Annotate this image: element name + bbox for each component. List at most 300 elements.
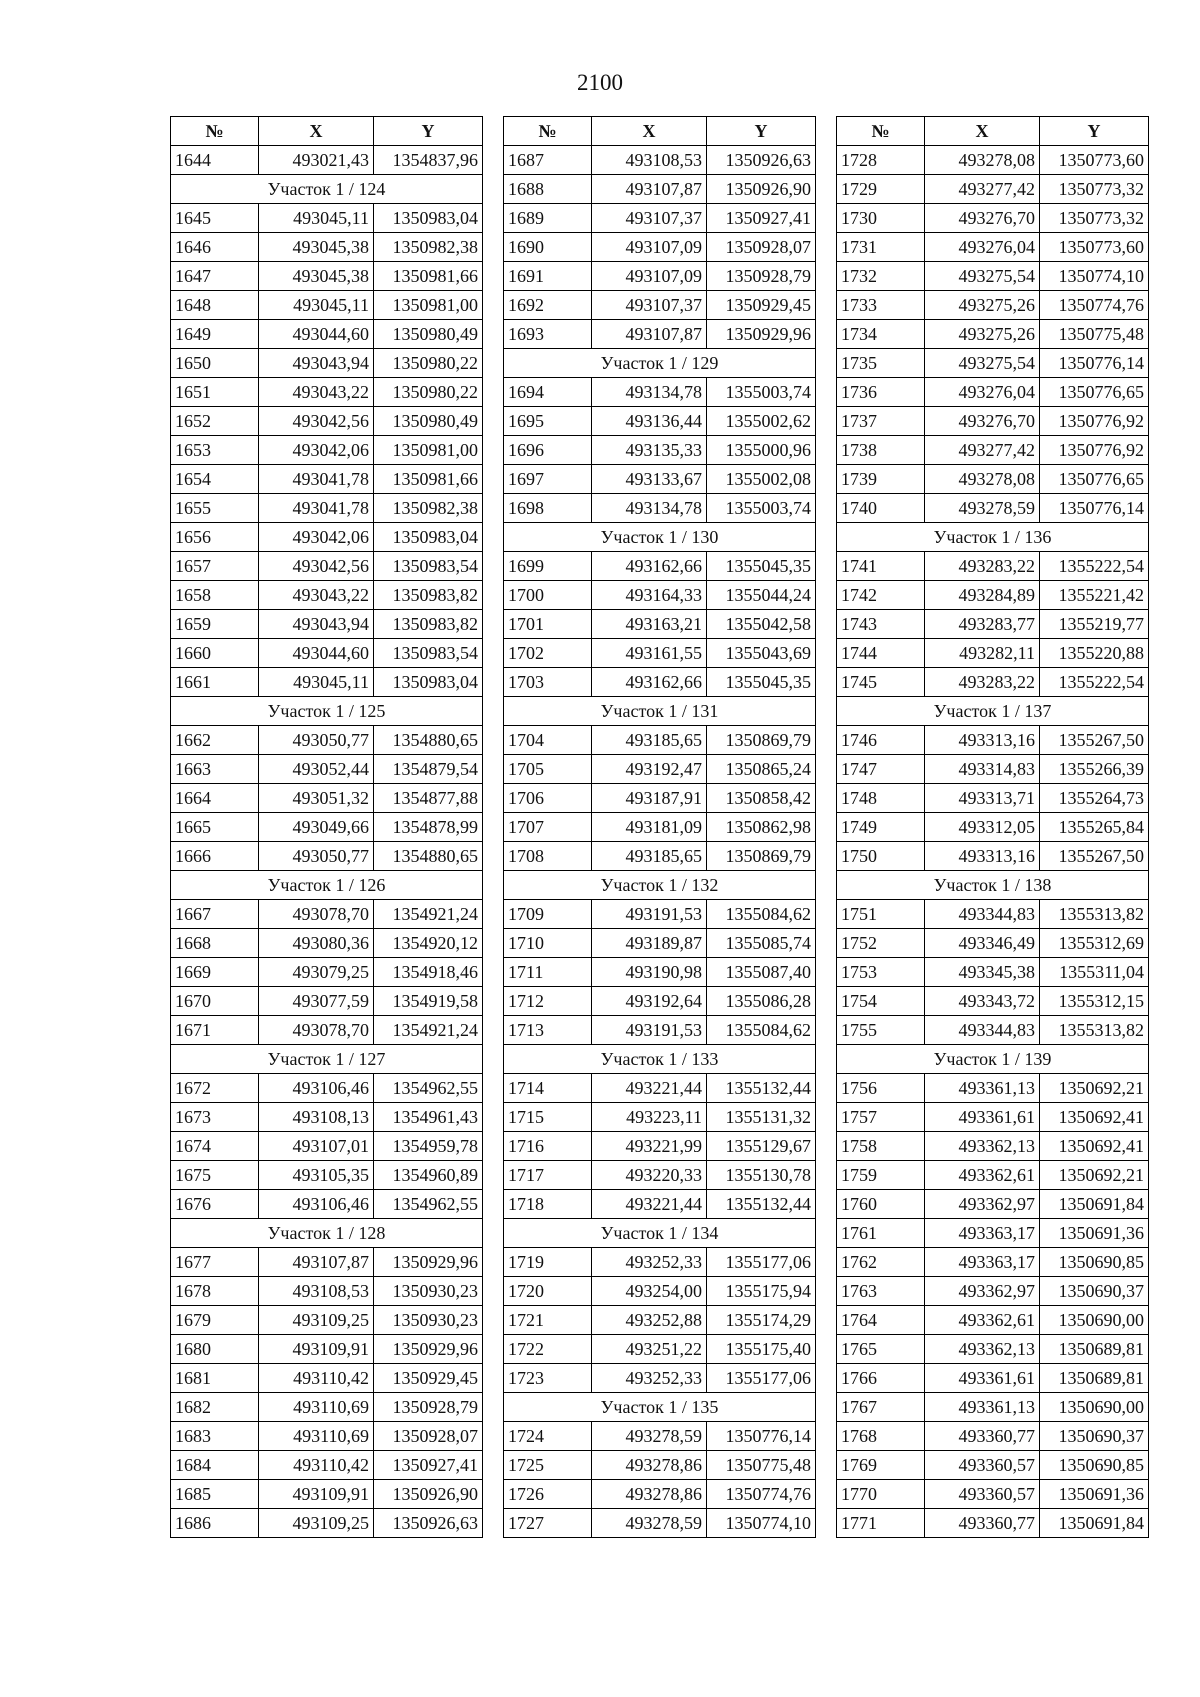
y-coordinate: 1355000,96 [707, 436, 816, 465]
x-coordinate: 493164,33 [592, 581, 707, 610]
point-number: 1686 [171, 1509, 259, 1538]
point-number: 1668 [171, 929, 259, 958]
table-row [837, 291, 1149, 320]
table-row [504, 987, 816, 1016]
point-number: 1648 [171, 291, 259, 320]
y-coordinate: 1354921,24 [374, 900, 483, 929]
table-row [171, 436, 483, 465]
x-coordinate: 493283,22 [925, 668, 1040, 697]
x-coordinate: 493043,94 [259, 349, 374, 378]
section-title: Участок 1 / 126 [171, 871, 483, 900]
section-row [504, 871, 816, 900]
x-coordinate: 493360,77 [925, 1422, 1040, 1451]
y-coordinate: 1350981,66 [374, 262, 483, 291]
point-number: 1762 [837, 1248, 925, 1277]
table-row [171, 378, 483, 407]
x-coordinate: 493050,77 [259, 842, 374, 871]
x-coordinate: 493346,49 [925, 929, 1040, 958]
y-coordinate: 1355002,62 [707, 407, 816, 436]
point-number: 1735 [837, 349, 925, 378]
point-number: 1759 [837, 1161, 925, 1190]
x-coordinate: 493191,53 [592, 900, 707, 929]
y-coordinate: 1355220,88 [1040, 639, 1149, 668]
point-number: 1693 [504, 320, 592, 349]
table-row [171, 523, 483, 552]
x-coordinate: 493276,04 [925, 233, 1040, 262]
x-coordinate: 493110,69 [259, 1422, 374, 1451]
x-coordinate: 493135,33 [592, 436, 707, 465]
x-coordinate: 493106,46 [259, 1190, 374, 1219]
point-number: 1766 [837, 1364, 925, 1393]
y-coordinate: 1350690,37 [1040, 1277, 1149, 1306]
x-coordinate: 493361,13 [925, 1074, 1040, 1103]
table-row [504, 465, 816, 494]
table-row [837, 1248, 1149, 1277]
x-coordinate: 493052,44 [259, 755, 374, 784]
y-coordinate: 1355174,29 [707, 1306, 816, 1335]
y-coordinate: 1355312,69 [1040, 929, 1149, 958]
x-coordinate: 493107,87 [259, 1248, 374, 1277]
table-row [171, 1132, 483, 1161]
table-row [171, 552, 483, 581]
point-number: 1719 [504, 1248, 592, 1277]
section-title: Участок 1 / 130 [504, 523, 816, 552]
section-title: Участок 1 / 131 [504, 697, 816, 726]
y-coordinate: 1354879,54 [374, 755, 483, 784]
y-coordinate: 1354962,55 [374, 1190, 483, 1219]
x-coordinate: 493221,44 [592, 1190, 707, 1219]
x-coordinate: 493191,53 [592, 1016, 707, 1045]
page-number: 2100 [577, 70, 623, 95]
point-number: 1739 [837, 465, 925, 494]
section-title: Участок 1 / 129 [504, 349, 816, 378]
table-row [171, 1190, 483, 1219]
point-number: 1695 [504, 407, 592, 436]
x-coordinate: 493110,69 [259, 1393, 374, 1422]
table-row [837, 1132, 1149, 1161]
point-number: 1749 [837, 813, 925, 842]
table-row [171, 1364, 483, 1393]
x-coordinate: 493021,43 [259, 146, 374, 175]
y-coordinate: 1355045,35 [707, 552, 816, 581]
header-number: № [504, 117, 592, 146]
x-coordinate: 493252,33 [592, 1364, 707, 1393]
point-number: 1765 [837, 1335, 925, 1364]
section-title: Участок 1 / 127 [171, 1045, 483, 1074]
y-coordinate: 1355086,28 [707, 987, 816, 1016]
point-number: 1704 [504, 726, 592, 755]
point-number: 1663 [171, 755, 259, 784]
table-row [504, 1074, 816, 1103]
y-coordinate: 1350774,10 [707, 1509, 816, 1538]
point-number: 1714 [504, 1074, 592, 1103]
table-row [171, 987, 483, 1016]
x-coordinate: 493283,22 [925, 552, 1040, 581]
x-coordinate: 493344,83 [925, 1016, 1040, 1045]
x-coordinate: 493050,77 [259, 726, 374, 755]
x-coordinate: 493133,67 [592, 465, 707, 494]
y-coordinate: 1350774,76 [707, 1480, 816, 1509]
table-row [837, 668, 1149, 697]
table-row [504, 900, 816, 929]
table-row [171, 204, 483, 233]
section-row [171, 871, 483, 900]
point-number: 1664 [171, 784, 259, 813]
x-coordinate: 493042,56 [259, 552, 374, 581]
x-coordinate: 493278,59 [592, 1422, 707, 1451]
y-coordinate: 1354959,78 [374, 1132, 483, 1161]
section-title: Участок 1 / 139 [837, 1045, 1149, 1074]
x-coordinate: 493107,87 [592, 320, 707, 349]
point-number: 1741 [837, 552, 925, 581]
y-coordinate: 1350929,45 [374, 1364, 483, 1393]
point-number: 1694 [504, 378, 592, 407]
table-row [837, 842, 1149, 871]
y-coordinate: 1350930,23 [374, 1277, 483, 1306]
point-number: 1742 [837, 581, 925, 610]
point-number: 1758 [837, 1132, 925, 1161]
y-coordinate: 1354962,55 [374, 1074, 483, 1103]
x-coordinate: 493051,32 [259, 784, 374, 813]
header-x: X [592, 117, 707, 146]
section-row [504, 349, 816, 378]
table-row [837, 320, 1149, 349]
section-title: Участок 1 / 134 [504, 1219, 816, 1248]
point-number: 1654 [171, 465, 259, 494]
table-row [171, 958, 483, 987]
x-coordinate: 493276,70 [925, 407, 1040, 436]
point-number: 1736 [837, 378, 925, 407]
x-coordinate: 493044,60 [259, 639, 374, 668]
table-row [171, 1277, 483, 1306]
table-row [837, 436, 1149, 465]
table-row [837, 784, 1149, 813]
x-coordinate: 493079,25 [259, 958, 374, 987]
x-coordinate: 493278,08 [925, 146, 1040, 175]
table-row [171, 726, 483, 755]
x-coordinate: 493278,59 [592, 1509, 707, 1538]
section-title: Участок 1 / 138 [837, 871, 1149, 900]
y-coordinate: 1350691,84 [1040, 1509, 1149, 1538]
y-coordinate: 1350773,60 [1040, 233, 1149, 262]
point-number: 1752 [837, 929, 925, 958]
point-number: 1673 [171, 1103, 259, 1132]
y-coordinate: 1355043,69 [707, 639, 816, 668]
point-number: 1743 [837, 610, 925, 639]
table-row [837, 1016, 1149, 1045]
point-number: 1723 [504, 1364, 592, 1393]
coordinates-table-middle [503, 116, 816, 1538]
table-row [504, 378, 816, 407]
header-y: Y [1040, 117, 1149, 146]
y-coordinate: 1354880,65 [374, 842, 483, 871]
point-number: 1710 [504, 929, 592, 958]
table-row [837, 581, 1149, 610]
y-coordinate: 1354920,12 [374, 929, 483, 958]
x-coordinate: 493108,53 [259, 1277, 374, 1306]
table-row [504, 1016, 816, 1045]
y-coordinate: 1354921,24 [374, 1016, 483, 1045]
point-number: 1700 [504, 581, 592, 610]
section-row [504, 523, 816, 552]
table-row [837, 1393, 1149, 1422]
table-row [837, 1190, 1149, 1219]
header-x: X [925, 117, 1040, 146]
point-number: 1747 [837, 755, 925, 784]
x-coordinate: 493049,66 [259, 813, 374, 842]
x-coordinate: 493189,87 [592, 929, 707, 958]
y-coordinate: 1355084,62 [707, 900, 816, 929]
y-coordinate: 1350691,84 [1040, 1190, 1149, 1219]
table-row [504, 407, 816, 436]
x-coordinate: 493041,78 [259, 465, 374, 494]
point-number: 1755 [837, 1016, 925, 1045]
y-coordinate: 1350926,63 [707, 146, 816, 175]
table-row [504, 1190, 816, 1219]
point-number: 1671 [171, 1016, 259, 1045]
point-number: 1745 [837, 668, 925, 697]
y-coordinate: 1355313,82 [1040, 900, 1149, 929]
x-coordinate: 493313,16 [925, 726, 1040, 755]
table-row [171, 407, 483, 436]
y-coordinate: 1354961,43 [374, 1103, 483, 1132]
y-coordinate: 1350862,98 [707, 813, 816, 842]
table-row [504, 581, 816, 610]
y-coordinate: 1350776,65 [1040, 378, 1149, 407]
table-row [171, 1161, 483, 1190]
point-number: 1761 [837, 1219, 925, 1248]
x-coordinate: 493362,97 [925, 1277, 1040, 1306]
point-number: 1678 [171, 1277, 259, 1306]
y-coordinate: 1350692,41 [1040, 1132, 1149, 1161]
table-row [171, 1016, 483, 1045]
point-number: 1677 [171, 1248, 259, 1277]
y-coordinate: 1350981,66 [374, 465, 483, 494]
x-coordinate: 493109,91 [259, 1480, 374, 1509]
y-coordinate: 1350930,23 [374, 1306, 483, 1335]
y-coordinate: 1350980,49 [374, 407, 483, 436]
y-coordinate: 1350690,85 [1040, 1451, 1149, 1480]
x-coordinate: 493275,54 [925, 349, 1040, 378]
y-coordinate: 1355003,74 [707, 494, 816, 523]
table-row [171, 842, 483, 871]
table-row [837, 900, 1149, 929]
table-row [837, 233, 1149, 262]
section-row [504, 697, 816, 726]
point-number: 1715 [504, 1103, 592, 1132]
y-coordinate: 1350980,49 [374, 320, 483, 349]
x-coordinate: 493275,26 [925, 291, 1040, 320]
point-number: 1716 [504, 1132, 592, 1161]
point-number: 1645 [171, 204, 259, 233]
table-row [171, 262, 483, 291]
point-number: 1748 [837, 784, 925, 813]
y-coordinate: 1355219,77 [1040, 610, 1149, 639]
y-coordinate: 1355131,32 [707, 1103, 816, 1132]
table-row [837, 1074, 1149, 1103]
point-number: 1652 [171, 407, 259, 436]
table-row [504, 1509, 816, 1538]
x-coordinate: 493277,42 [925, 175, 1040, 204]
point-number: 1657 [171, 552, 259, 581]
y-coordinate: 1350776,92 [1040, 407, 1149, 436]
section-row [171, 697, 483, 726]
y-coordinate: 1350869,79 [707, 842, 816, 871]
x-coordinate: 493187,91 [592, 784, 707, 813]
y-coordinate: 1355130,78 [707, 1161, 816, 1190]
y-coordinate: 1350690,85 [1040, 1248, 1149, 1277]
table-row [837, 146, 1149, 175]
section-title: Участок 1 / 136 [837, 523, 1149, 552]
x-coordinate: 493363,17 [925, 1219, 1040, 1248]
section-row [837, 1045, 1149, 1074]
x-coordinate: 493278,86 [592, 1451, 707, 1480]
table-row [171, 755, 483, 784]
y-coordinate: 1350980,22 [374, 378, 483, 407]
y-coordinate: 1350692,21 [1040, 1074, 1149, 1103]
point-number: 1666 [171, 842, 259, 871]
table-row [504, 755, 816, 784]
x-coordinate: 493080,36 [259, 929, 374, 958]
table-row [504, 552, 816, 581]
point-number: 1709 [504, 900, 592, 929]
point-number: 1746 [837, 726, 925, 755]
point-number: 1681 [171, 1364, 259, 1393]
x-coordinate: 493345,38 [925, 958, 1040, 987]
coordinates-table-left [170, 116, 483, 1538]
x-coordinate: 493276,70 [925, 204, 1040, 233]
table-row [837, 929, 1149, 958]
x-coordinate: 493312,05 [925, 813, 1040, 842]
table-header-row [504, 117, 816, 146]
x-coordinate: 493360,57 [925, 1451, 1040, 1480]
x-coordinate: 493041,78 [259, 494, 374, 523]
point-number: 1660 [171, 639, 259, 668]
y-coordinate: 1350776,14 [707, 1422, 816, 1451]
y-coordinate: 1355087,40 [707, 958, 816, 987]
y-coordinate: 1355085,74 [707, 929, 816, 958]
table-row [837, 494, 1149, 523]
y-coordinate: 1355132,44 [707, 1190, 816, 1219]
point-number: 1753 [837, 958, 925, 987]
section-row [837, 871, 1149, 900]
y-coordinate: 1355003,74 [707, 378, 816, 407]
table-row [504, 668, 816, 697]
table-row [504, 958, 816, 987]
x-coordinate: 493278,86 [592, 1480, 707, 1509]
header-y: Y [707, 117, 816, 146]
point-number: 1706 [504, 784, 592, 813]
section-title: Участок 1 / 135 [504, 1393, 816, 1422]
table-row [504, 204, 816, 233]
point-number: 1659 [171, 610, 259, 639]
table-row [171, 929, 483, 958]
y-coordinate: 1354918,46 [374, 958, 483, 987]
header-x: X [259, 117, 374, 146]
section-title: Участок 1 / 128 [171, 1219, 483, 1248]
x-coordinate: 493313,16 [925, 842, 1040, 871]
x-coordinate: 493362,97 [925, 1190, 1040, 1219]
x-coordinate: 493276,04 [925, 378, 1040, 407]
x-coordinate: 493107,37 [592, 204, 707, 233]
x-coordinate: 493109,91 [259, 1335, 374, 1364]
y-coordinate: 1350869,79 [707, 726, 816, 755]
y-coordinate: 1350774,10 [1040, 262, 1149, 291]
point-number: 1701 [504, 610, 592, 639]
y-coordinate: 1350928,07 [707, 233, 816, 262]
y-coordinate: 1350982,38 [374, 233, 483, 262]
point-number: 1754 [837, 987, 925, 1016]
point-number: 1655 [171, 494, 259, 523]
y-coordinate: 1355222,54 [1040, 552, 1149, 581]
x-coordinate: 493109,25 [259, 1509, 374, 1538]
section-row [504, 1219, 816, 1248]
x-coordinate: 493136,44 [592, 407, 707, 436]
y-coordinate: 1350773,32 [1040, 204, 1149, 233]
section-row [504, 1045, 816, 1074]
x-coordinate: 493078,70 [259, 1016, 374, 1045]
y-coordinate: 1355042,58 [707, 610, 816, 639]
y-coordinate: 1350983,54 [374, 639, 483, 668]
table-row [171, 1074, 483, 1103]
x-coordinate: 493107,09 [592, 233, 707, 262]
table-row [504, 175, 816, 204]
table-row [837, 1306, 1149, 1335]
table-row [837, 1451, 1149, 1480]
y-coordinate: 1355175,40 [707, 1335, 816, 1364]
table-row [504, 1364, 816, 1393]
point-number: 1689 [504, 204, 592, 233]
table-row [171, 900, 483, 929]
point-number: 1683 [171, 1422, 259, 1451]
y-coordinate: 1350776,14 [1040, 349, 1149, 378]
y-coordinate: 1350776,14 [1040, 494, 1149, 523]
table-row [171, 320, 483, 349]
point-number: 1712 [504, 987, 592, 1016]
x-coordinate: 493045,38 [259, 262, 374, 291]
x-coordinate: 493105,35 [259, 1161, 374, 1190]
section-row [504, 1393, 816, 1422]
y-coordinate: 1350983,04 [374, 668, 483, 697]
point-number: 1717 [504, 1161, 592, 1190]
y-coordinate: 1350982,38 [374, 494, 483, 523]
section-title: Участок 1 / 137 [837, 697, 1149, 726]
point-number: 1738 [837, 436, 925, 465]
y-coordinate: 1350983,04 [374, 523, 483, 552]
x-coordinate: 493360,77 [925, 1509, 1040, 1538]
x-coordinate: 493313,71 [925, 784, 1040, 813]
point-number: 1665 [171, 813, 259, 842]
y-coordinate: 1350983,82 [374, 581, 483, 610]
y-coordinate: 1350983,54 [374, 552, 483, 581]
header-y: Y [374, 117, 483, 146]
point-number: 1646 [171, 233, 259, 262]
point-number: 1653 [171, 436, 259, 465]
point-number: 1722 [504, 1335, 592, 1364]
table-row [171, 1451, 483, 1480]
x-coordinate: 493043,94 [259, 610, 374, 639]
point-number: 1662 [171, 726, 259, 755]
y-coordinate: 1355045,35 [707, 668, 816, 697]
table-row [504, 1277, 816, 1306]
x-coordinate: 493107,87 [592, 175, 707, 204]
y-coordinate: 1350690,00 [1040, 1306, 1149, 1335]
y-coordinate: 1354878,99 [374, 813, 483, 842]
y-coordinate: 1355313,82 [1040, 1016, 1149, 1045]
y-coordinate: 1355266,39 [1040, 755, 1149, 784]
point-number: 1707 [504, 813, 592, 842]
y-coordinate: 1350928,79 [374, 1393, 483, 1422]
